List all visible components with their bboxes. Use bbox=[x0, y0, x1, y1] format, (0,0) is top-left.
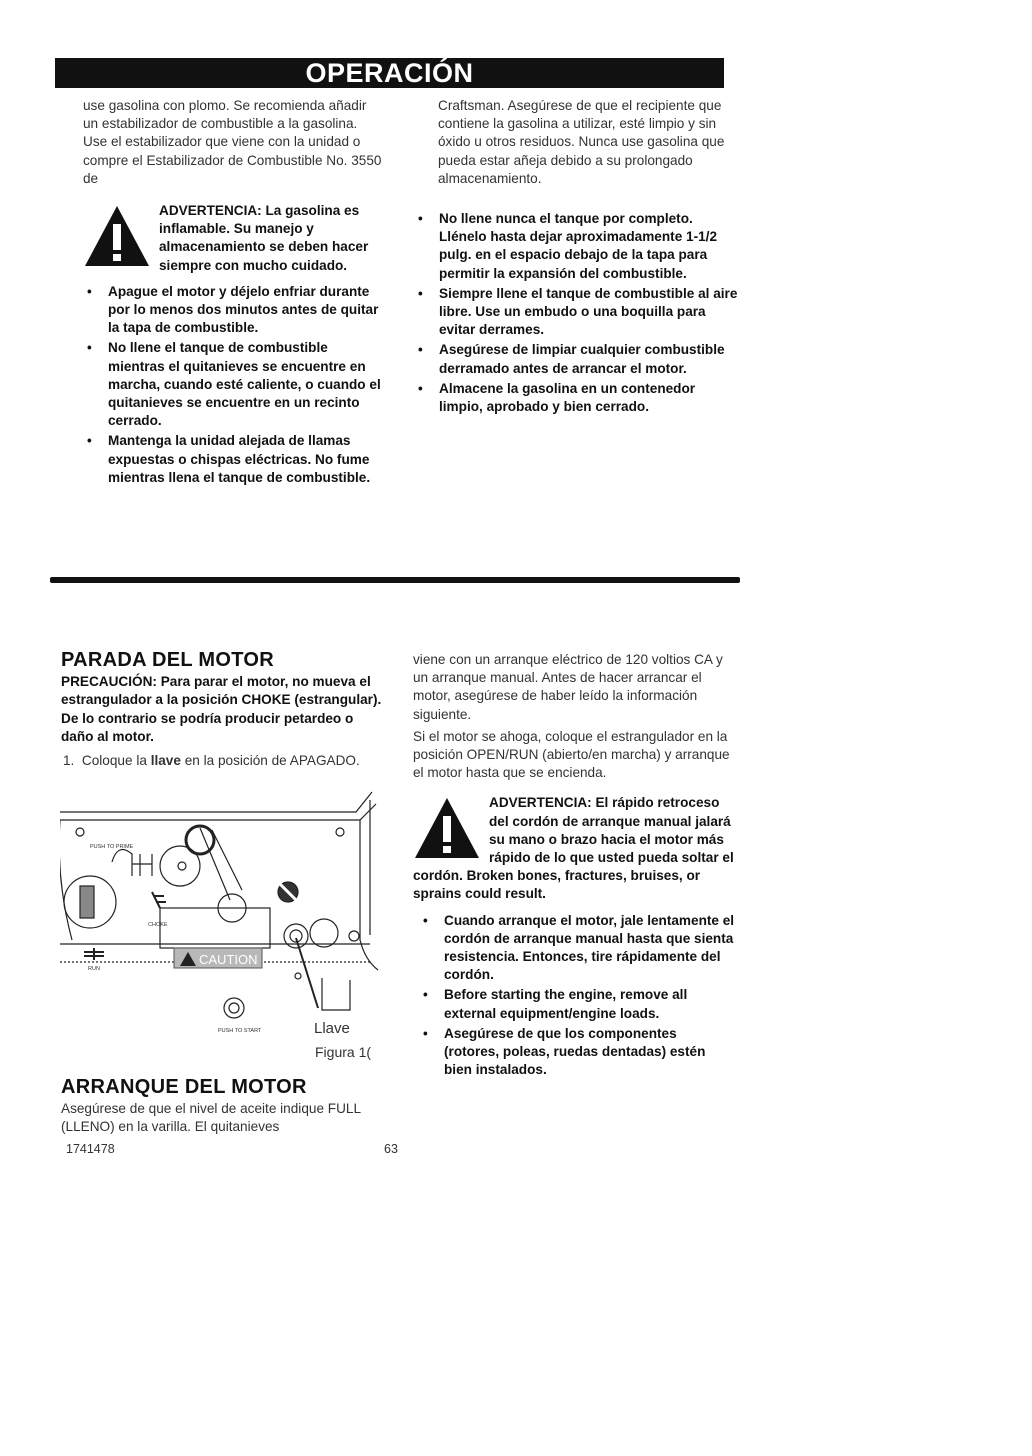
recoil-warning bbox=[413, 794, 735, 903]
figure-caption: Figura 1( bbox=[315, 1044, 372, 1060]
step-key-word: llave bbox=[150, 753, 181, 769]
flooded-paragraph: Si el motor se ahoga, coloque el estrangulador en la posición OPEN/RUN (abierto/en marcha) y arranque el motor hasta que se encienda. bbox=[413, 728, 730, 781]
arranque-heading: ARRANQUE DEL MOTOR bbox=[61, 1076, 307, 1098]
push-start-label: PUSH TO START bbox=[218, 1028, 262, 1034]
parada-caution: PRECAUCIÓN: Para parar el motor, no mueva el estrangulador a la posición CHOKE (estrangular). De lo contrario se podría producir petardeo o daño al motor. bbox=[61, 674, 382, 744]
top-right-column bbox=[438, 97, 738, 418]
parada-section bbox=[61, 651, 383, 770]
warning-text: ADVERTENCIA: La gasolina es inflamable. Su manejo y almacenamiento se deben hacer siempre con mucho cuidado. bbox=[159, 203, 369, 273]
list-item: • Mantenga la unidad alejada de llamas expuestas o chispas eléctricas. No fume mientras llena el tanque de combustible. bbox=[83, 432, 383, 487]
list-item: • No llene el tanque de combustible mientras el quitanieves se encuentre en marcha, cuando esté caliente, o cuando el quitanieves se encuentre en un recinto cerrado. bbox=[83, 339, 383, 430]
choke-label: CHOKE bbox=[148, 922, 168, 928]
page-number: 63 bbox=[384, 1142, 398, 1156]
push-prime-label: PUSH TO PRIME bbox=[90, 844, 134, 850]
run-label: RUN bbox=[88, 966, 100, 972]
step-text-post: en la posición de APAGADO. bbox=[184, 753, 360, 769]
parada-heading: PARADA DEL MOTOR bbox=[61, 649, 274, 671]
list-item: • Asegúrese de limpiar cualquier combustible derramado antes de arrancar el motor. bbox=[414, 341, 738, 377]
section-divider bbox=[50, 577, 740, 583]
engine-panel-illustration bbox=[60, 790, 380, 1040]
bottom-right-column bbox=[413, 651, 735, 1081]
arranque-section bbox=[61, 1078, 383, 1137]
list-item: • Asegúrese de que los componentes (rotores, poleas, ruedas dentadas) estén bien instalados. bbox=[419, 1025, 735, 1080]
warning-text: ADVERTENCIA: El rápido retroceso del cordón de arranque manual jalará su mano o brazo hacia el motor más rápido de lo que usted pueda soltar el cordón. Broken bones, fractures, bruises, or sprains could result. bbox=[413, 795, 734, 902]
top-left-column bbox=[83, 97, 383, 489]
list-item: • Cuando arranque el motor, jale lentamente el cordón de arranque manual hasta que sienta resistencia. Entonces, tire rápidamente del cordón. bbox=[419, 912, 735, 985]
warning-triangle-icon bbox=[413, 796, 481, 860]
list-item: • Before starting the engine, remove all external equipment/engine loads. bbox=[419, 986, 735, 1022]
list-item: • Apague el motor y déjelo enfriar durante por lo menos dos minutos antes de quitar la tapa de combustible. bbox=[83, 283, 383, 338]
fuel-warning bbox=[83, 202, 383, 275]
step-text-pre: Coloque la bbox=[81, 753, 147, 769]
step-number: 1. bbox=[63, 753, 75, 769]
starting-list bbox=[419, 912, 735, 1080]
fuel-fill-list bbox=[414, 210, 738, 416]
engine-control-panel-figure bbox=[60, 790, 380, 1040]
section-banner: OPERACIÓN bbox=[55, 58, 724, 88]
list-item: • Siempre llene el tanque de combustible al aire libre. Use un embudo o una boquilla para evitar derrames. bbox=[414, 285, 738, 340]
key-label: Llave bbox=[314, 1020, 350, 1037]
fuel-safety-list bbox=[83, 283, 383, 487]
warning-triangle-icon bbox=[83, 204, 151, 268]
caution-label: CAUTION bbox=[199, 952, 258, 967]
starter-paragraph: viene con un arranque eléctrico de 120 voltios CA y un arranque manual. Antes de hacer arrancar el motor, asegúrese de haber leído la información siguiente. bbox=[413, 652, 723, 722]
list-item: • Almacene la gasolina en un contenedor limpio, aprobado y bien cerrado. bbox=[414, 380, 738, 416]
intro-paragraph: Craftsman. Asegúrese de que el recipiente que contiene la gasolina a utilizar, esté limpio y sin óxido u otros residuos. Nunca use gasolina que pueda estar añeja debido a su prolongado almacenamiento. bbox=[438, 98, 725, 186]
part-number: 1741478 bbox=[66, 1142, 115, 1156]
arranque-text: Asegúrese de que el nivel de aceite indique FULL (LLENO) en la varilla. El quitanieves bbox=[61, 1101, 361, 1135]
intro-paragraph: use gasolina con plomo. Se recomienda añadir un estabilizador de combustible a la gasolina. Use el estabilizador que viene con la unidad o compre el Estabilizador de Combustible No. 3550 de bbox=[83, 98, 382, 186]
parada-step-1 bbox=[61, 752, 383, 770]
list-item: • No llene nunca el tanque por completo. Llénelo hasta dejar aproximadamente 1-1/2 pulg. en el espacio debajo de la tapa para permitir la expansión del combustible. bbox=[414, 210, 738, 283]
